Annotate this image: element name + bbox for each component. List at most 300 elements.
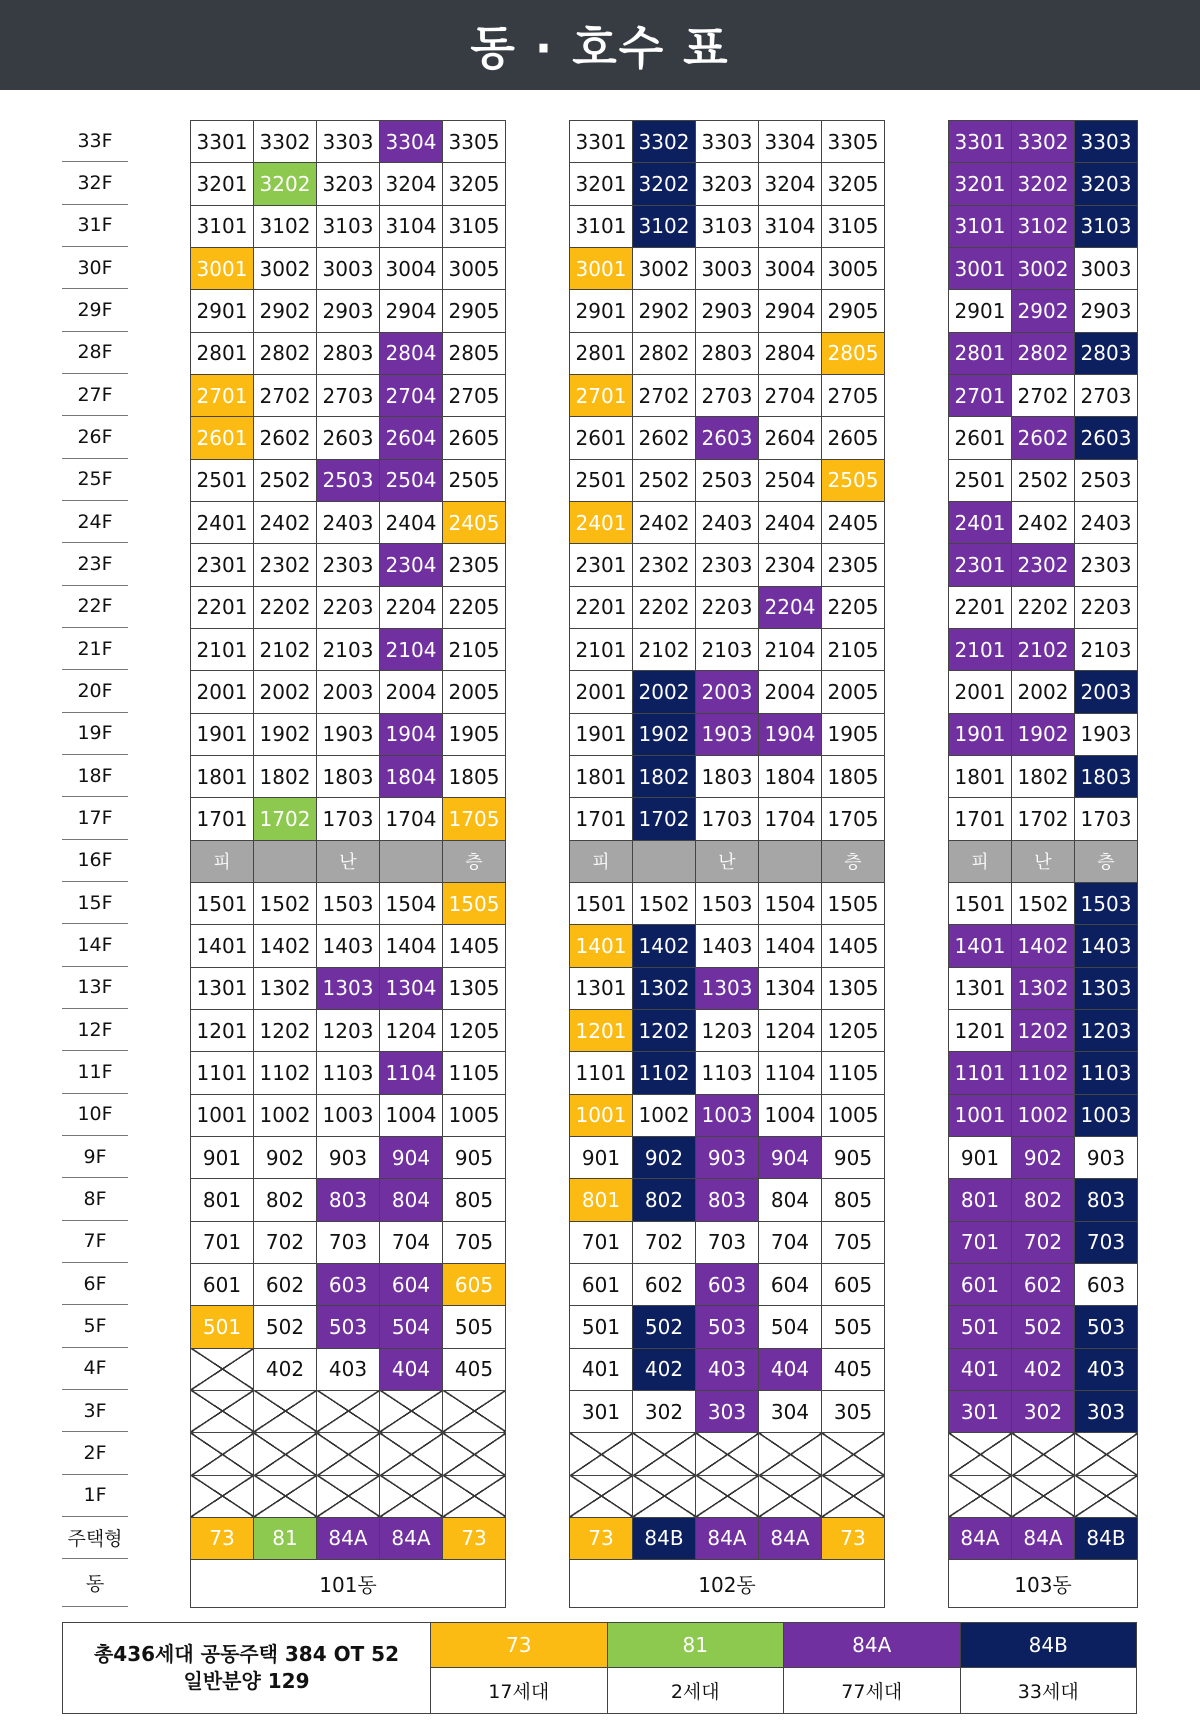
floor-label: 27F [62,374,128,416]
no-unit-cell [380,1390,443,1432]
dong-row [570,1560,885,1608]
unit-cell: 1503 [1075,882,1138,924]
floor-row [191,459,506,501]
unit-cell: 901 [949,1136,1012,1178]
unit-cell: 605 [822,1263,885,1305]
floor-row [191,1179,506,1221]
floor-row [949,1306,1138,1348]
unit-cell: 1702 [1012,798,1075,840]
unit-cell: 2903 [696,290,759,332]
floor-label: 29F [62,289,128,331]
unit-cell: 1202 [633,1009,696,1051]
unit-cell: 3105 [822,205,885,247]
floor-row [949,1348,1138,1390]
unit-cell: 902 [633,1136,696,1178]
unit-cell: 3203 [1075,163,1138,205]
unit-cell: 3104 [759,205,822,247]
floor-row [949,544,1138,586]
floor-row [949,501,1138,543]
unit-cell: 1905 [822,713,885,755]
unit-cell: 1003 [696,1094,759,1136]
unit-cell: 401 [949,1348,1012,1390]
unit-cell: 303 [1075,1390,1138,1432]
unit-cell: 1501 [570,882,633,924]
unit-cell: 1504 [759,882,822,924]
housing-type-cell: 84A [1012,1517,1075,1559]
floor-row [570,713,885,755]
unit-cell: 605 [443,1263,506,1305]
unit-cell: 2303 [317,544,380,586]
floor-label: 33F [62,120,128,162]
floor-row [570,1263,885,1305]
no-unit-cell [254,1475,317,1517]
unit-cell: 3201 [570,163,633,205]
unit-cell: 302 [1012,1390,1075,1432]
housing-type-cell: 73 [443,1517,506,1559]
unit-cell: 2501 [949,459,1012,501]
unit-cell: 804 [380,1179,443,1221]
unit-cell: 1004 [759,1094,822,1136]
floor-row [570,1094,885,1136]
unit-cell: 503 [1075,1306,1138,1348]
floor-label: 30F [62,247,128,289]
floor-row [191,1390,506,1432]
unit-cell: 2003 [317,671,380,713]
floor-row [191,374,506,416]
floor-row [570,840,885,882]
unit-cell: 2803 [696,332,759,374]
unit-cell: 2203 [1075,586,1138,628]
unit-cell: 302 [633,1390,696,1432]
unit-cell: 3105 [443,205,506,247]
no-unit-cell [696,1433,759,1475]
floor-row [191,247,506,289]
unit-cell: 2602 [633,417,696,459]
unit-cell: 1105 [822,1052,885,1094]
unit-cell: 2805 [443,332,506,374]
refuge-floor-cell: 피 [191,840,254,882]
unit-cell: 2902 [254,290,317,332]
unit-cell: 1005 [822,1094,885,1136]
floor-label: 동 [62,1559,128,1607]
no-unit-cell [317,1475,380,1517]
unit-cell: 3205 [822,163,885,205]
floor-row [949,840,1138,882]
unit-cell: 802 [254,1179,317,1221]
unit-cell: 301 [949,1390,1012,1432]
no-unit-cell [1075,1433,1138,1475]
unit-cell: 501 [191,1306,254,1348]
unit-cell: 2204 [380,586,443,628]
unit-cell: 805 [822,1179,885,1221]
unit-cell: 703 [696,1221,759,1263]
unit-cell: 701 [570,1221,633,1263]
unit-cell: 2704 [759,374,822,416]
unit-cell: 2501 [570,459,633,501]
unit-cell: 1803 [1075,755,1138,797]
unit-cell: 1005 [443,1094,506,1136]
unit-cell: 1701 [570,798,633,840]
floor-row [191,713,506,755]
unit-cell: 904 [380,1136,443,1178]
floor-row [191,1094,506,1136]
unit-cell: 2701 [570,374,633,416]
unit-cell: 1402 [1012,925,1075,967]
unit-cell: 1403 [696,925,759,967]
floor-row [949,713,1138,755]
unit-cell: 601 [949,1263,1012,1305]
unit-cell: 2104 [380,628,443,670]
unit-cell: 2503 [1075,459,1138,501]
unit-cell: 702 [254,1221,317,1263]
no-unit-cell [380,1433,443,1475]
unit-cell: 402 [633,1348,696,1390]
floor-label: 15F [62,882,128,924]
floor-row [570,1475,885,1517]
unit-cell: 2802 [1012,332,1075,374]
unit-cell: 1502 [254,882,317,924]
floor-row [570,1179,885,1221]
unit-cell: 1202 [1012,1009,1075,1051]
unit-cell: 1701 [191,798,254,840]
legend-type-count: 77세대 [784,1667,960,1713]
unit-cell: 3102 [633,205,696,247]
unit-cell: 3305 [443,121,506,163]
unit-cell: 2804 [759,332,822,374]
legend-type-label: 84A [784,1623,960,1667]
unit-cell: 1205 [822,1009,885,1051]
unit-cell: 1201 [191,1009,254,1051]
floor-label: 6F [62,1263,128,1305]
unit-cell: 2702 [1012,374,1075,416]
legend-type-label: 73 [431,1623,607,1667]
unit-cell: 1905 [443,713,506,755]
no-unit-cell [570,1475,633,1517]
refuge-floor-cell: 층 [1075,840,1138,882]
unit-cell: 1104 [380,1052,443,1094]
unit-cell: 1104 [759,1052,822,1094]
unit-cell: 3103 [696,205,759,247]
unit-cell: 2803 [1075,332,1138,374]
unit-cell: 703 [1075,1221,1138,1263]
unit-cell: 2605 [822,417,885,459]
floor-label: 2F [62,1432,128,1474]
unit-cell: 602 [254,1263,317,1305]
unit-cell: 401 [570,1348,633,1390]
floor-row [570,501,885,543]
floor-label: 12F [62,1009,128,1051]
unit-cell: 2602 [254,417,317,459]
unit-cell: 1502 [633,882,696,924]
floor-row [949,1475,1138,1517]
no-unit-cell [317,1390,380,1432]
unit-cell: 1305 [443,967,506,1009]
floor-row [191,1009,506,1051]
unit-cell: 1703 [696,798,759,840]
refuge-floor-cell: 피 [949,840,1012,882]
unit-cell: 2105 [822,628,885,670]
unit-cell: 405 [443,1348,506,1390]
unit-cell: 2701 [949,374,1012,416]
unit-cell: 505 [443,1306,506,1348]
unit-cell: 2902 [1012,290,1075,332]
unit-cell: 1803 [696,755,759,797]
housing-type-row [570,1517,885,1559]
housing-type-cell: 73 [191,1517,254,1559]
unit-cell: 2405 [443,501,506,543]
floor-row [570,925,885,967]
floor-row [570,1433,885,1475]
unit-cell: 1003 [317,1094,380,1136]
unit-cell: 604 [759,1263,822,1305]
unit-cell: 1403 [1075,925,1138,967]
legend-type [961,1623,1137,1713]
floor-label: 4F [62,1348,128,1390]
unit-cell: 2804 [380,332,443,374]
unit-cell: 1301 [949,967,1012,1009]
unit-cell: 1002 [633,1094,696,1136]
unit-cell: 3003 [317,247,380,289]
floor-row [570,1136,885,1178]
floor-row [570,290,885,332]
unit-cell: 2002 [1012,671,1075,713]
unit-cell: 1804 [380,755,443,797]
unit-cell: 603 [696,1263,759,1305]
unit-cell: 1102 [633,1052,696,1094]
unit-cell: 2705 [443,374,506,416]
unit-cell: 1401 [949,925,1012,967]
unit-cell: 1201 [570,1009,633,1051]
unit-cell: 2101 [191,628,254,670]
unit-cell: 3303 [1075,121,1138,163]
unit-cell: 2504 [759,459,822,501]
floor-row [191,798,506,840]
unit-cell: 2603 [317,417,380,459]
unit-cell: 1503 [696,882,759,924]
unit-cell: 2905 [822,290,885,332]
unit-cell: 1001 [191,1094,254,1136]
unit-cell: 602 [633,1263,696,1305]
unit-cell: 2303 [696,544,759,586]
unit-cell: 2302 [633,544,696,586]
floor-row [949,1433,1138,1475]
unit-cell: 2902 [633,290,696,332]
unit-cell: 1204 [380,1009,443,1051]
floor-row [949,1052,1138,1094]
unit-cell: 2904 [759,290,822,332]
floor-row [949,459,1138,501]
no-unit-cell [1075,1475,1138,1517]
unit-cell: 2003 [696,671,759,713]
unit-cell: 1904 [380,713,443,755]
floor-row [570,417,885,459]
floor-label: 23F [62,543,128,585]
unit-cell: 2504 [380,459,443,501]
unit-cell: 2603 [1075,417,1138,459]
unit-cell: 2301 [949,544,1012,586]
unit-cell: 1504 [380,882,443,924]
unit-cell: 3101 [191,205,254,247]
unit-cell: 1102 [254,1052,317,1094]
unit-cell: 603 [317,1263,380,1305]
unit-cell: 901 [570,1136,633,1178]
unit-cell: 2205 [822,586,885,628]
unit-cell: 603 [1075,1263,1138,1305]
legend-summary-line2: 일반분양 129 [183,1669,310,1693]
unit-cell: 403 [696,1348,759,1390]
floor-row [191,840,506,882]
unit-cell: 3001 [949,247,1012,289]
unit-cell: 2004 [759,671,822,713]
unit-cell: 1103 [1075,1052,1138,1094]
unit-cell: 405 [822,1348,885,1390]
unit-cell: 1802 [633,755,696,797]
unit-cell: 403 [317,1348,380,1390]
unit-cell: 2502 [1012,459,1075,501]
unit-cell: 803 [696,1179,759,1221]
housing-type-cell: 81 [254,1517,317,1559]
unit-cell: 1305 [822,967,885,1009]
floor-row [949,1009,1138,1051]
unit-cell: 705 [822,1221,885,1263]
floor-row [191,205,506,247]
floor-row [191,967,506,1009]
no-unit-cell [191,1348,254,1390]
building-102-table [569,120,885,1608]
unit-cell: 1902 [633,713,696,755]
unit-cell: 1101 [191,1052,254,1094]
unit-cell: 903 [317,1136,380,1178]
floor-row [191,1136,506,1178]
unit-cell: 2705 [822,374,885,416]
legend-type-list [431,1623,1136,1713]
unit-cell: 404 [380,1348,443,1390]
floor-row [191,1052,506,1094]
unit-cell: 1901 [191,713,254,755]
unit-cell: 2201 [191,586,254,628]
page-header [0,0,1200,90]
housing-type-row [191,1517,506,1559]
unit-cell: 1904 [759,713,822,755]
unit-cell: 902 [1012,1136,1075,1178]
unit-cell: 1103 [696,1052,759,1094]
legend-type-count: 17세대 [431,1667,607,1713]
unit-cell: 2803 [317,332,380,374]
unit-cell: 1303 [317,967,380,1009]
unit-cell: 1702 [633,798,696,840]
unit-cell: 1302 [1012,967,1075,1009]
unit-cell: 902 [254,1136,317,1178]
unit-cell: 501 [570,1306,633,1348]
floor-row [570,163,885,205]
unit-cell: 502 [1012,1306,1075,1348]
unit-cell: 2601 [570,417,633,459]
unit-cell: 1901 [570,713,633,755]
unit-cell: 2601 [949,417,1012,459]
floor-row [949,374,1138,416]
floor-row [570,121,885,163]
floor-row [570,798,885,840]
no-unit-cell [191,1433,254,1475]
unit-cell: 601 [191,1263,254,1305]
unit-cell: 801 [570,1179,633,1221]
unit-cell: 2703 [317,374,380,416]
housing-type-cell: 84A [380,1517,443,1559]
unit-cell: 1405 [443,925,506,967]
floor-row [949,1136,1138,1178]
floor-row [949,1094,1138,1136]
unit-cell: 2102 [254,628,317,670]
unit-cell: 702 [1012,1221,1075,1263]
no-unit-cell [1012,1433,1075,1475]
refuge-floor-cell [759,840,822,882]
unit-cell: 2005 [443,671,506,713]
unit-cell: 3301 [570,121,633,163]
unit-cell: 2203 [696,586,759,628]
housing-type-cell: 84B [1075,1517,1138,1559]
floor-label: 22F [62,586,128,628]
unit-cell: 801 [191,1179,254,1221]
unit-cell: 803 [1075,1179,1138,1221]
floor-row [191,925,506,967]
dong-row [191,1560,506,1608]
floor-row [191,1306,506,1348]
floor-row [570,1052,885,1094]
legend-type-label: 81 [608,1623,784,1667]
floor-row [570,1390,885,1432]
floor-row [191,882,506,924]
unit-cell: 2202 [633,586,696,628]
unit-cell: 3002 [254,247,317,289]
floor-row [191,755,506,797]
no-unit-cell [1012,1475,1075,1517]
unit-cell: 2301 [570,544,633,586]
unit-cell: 2101 [949,628,1012,670]
unit-cell: 1802 [254,755,317,797]
floor-label: 5F [62,1305,128,1347]
unit-cell: 2805 [822,332,885,374]
legend-type-count: 33세대 [961,1667,1137,1713]
no-unit-cell [822,1433,885,1475]
floor-row [191,1348,506,1390]
unit-cell: 802 [633,1179,696,1221]
unit-cell: 2505 [822,459,885,501]
unit-cell: 1301 [570,967,633,1009]
unit-cell: 3004 [380,247,443,289]
refuge-floor-cell [633,840,696,882]
unit-cell: 2301 [191,544,254,586]
no-unit-cell [443,1433,506,1475]
unit-cell: 1101 [949,1052,1012,1094]
housing-type-cell: 84A [759,1517,822,1559]
unit-cell: 602 [1012,1263,1075,1305]
no-unit-cell [633,1433,696,1475]
floor-row [949,163,1138,205]
unit-cell: 3303 [696,121,759,163]
refuge-floor-cell: 난 [1012,840,1075,882]
no-unit-cell [443,1390,506,1432]
floor-label: 19F [62,713,128,755]
unit-cell: 2501 [191,459,254,501]
legend-type-label: 84B [961,1623,1137,1667]
floor-row [191,586,506,628]
unit-cell: 1701 [949,798,1012,840]
housing-type-cell: 84A [949,1517,1012,1559]
unit-cell: 2801 [949,332,1012,374]
floor-label: 8F [62,1178,128,1220]
unit-cell: 3305 [822,121,885,163]
unit-cell: 1103 [317,1052,380,1094]
